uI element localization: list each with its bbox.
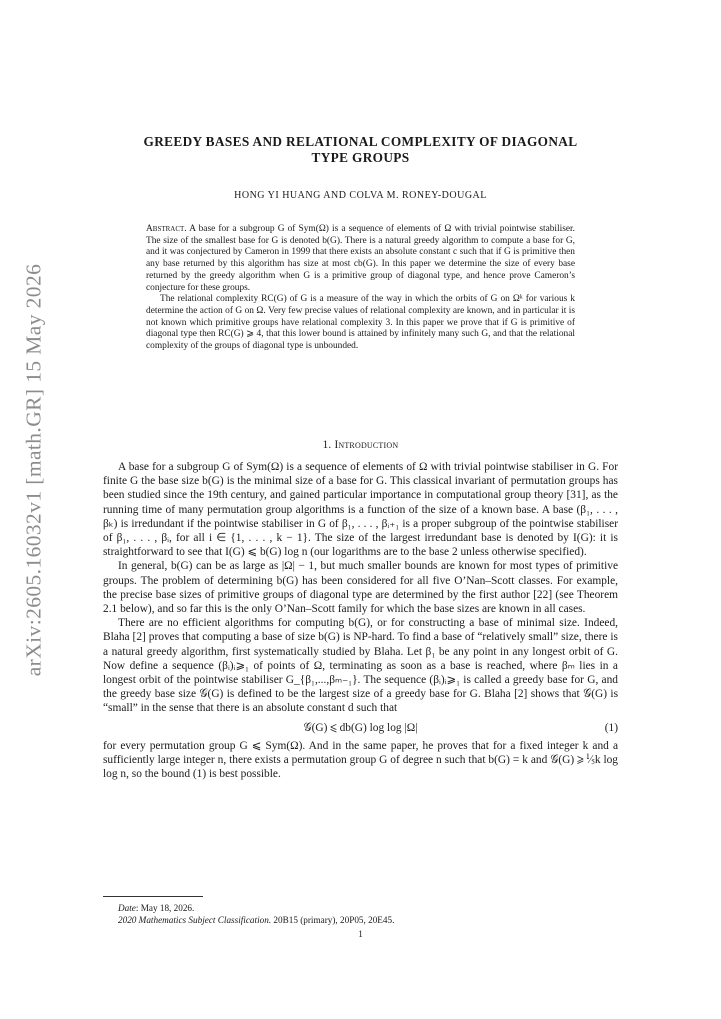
body-paragraph-3: There are no efficient algorithms for computing b(G), or for constructing a base of minimal size. Indeed, Blaha [2] proves that computing a base of size b(G) is NP-hard. To find a base of “relatively small” size, there is a natural greedy algorithm, first systematically studied by Blaha. Let β₁ be any point in any longest orbit of G. Now define a sequence (βᵢ)ᵢ⩾₁ of points of Ω, terminating as soon as a base is reached, where βₘ lies in a longest orbit of the pointwise stabiliser G_{β₁,...,βₘ₋₁}. The sequence (βᵢ)ᵢ⩾₁ is called a greedy base for G, and the greedy base size 𝒢(G) is defined to be the largest size of a greedy base for G. Blaha [2] shows that 𝒢(G) is “small” in the sense that there is an absolute constant d such that	[103, 617, 618, 715]
equation-formula: 𝒢(G) ⩽ db(G) log log |Ω|	[303, 721, 418, 734]
body-paragraph-1: A base for a subgroup G of Sym(Ω) is a sequence of elements of Ω with trivial pointwise stabiliser in G. For finite G the base size b(G) is the minimal size of a base for G. This classical invariant of permutation groups has been studied since the 19th century, and gained particular importance in computational group theory [31], as the running time of many permutation group algorithms is a function of the size of a known base. A base (β₁, . . . , βₖ) is irredundant if the pointwise stabiliser in G of β₁, . . . , βᵢ₊₁ is a proper subgroup of the pointwise stabiliser of β₁, . . . , βᵢ, for all i ∈ {1, . . . , k − 1}. The size of the largest irredundant base is denoted by I(G): it is straightforward to see that I(G) ⩽ b(G) log n (our logarithms are to the base 2 unless otherwise specified).	[103, 461, 618, 559]
body-text	[103, 460, 618, 781]
date-label: Date	[118, 903, 136, 913]
footnote-date	[118, 902, 394, 914]
footnotes	[118, 902, 394, 927]
footnote-rule	[103, 896, 203, 897]
paper-title	[100, 134, 621, 166]
body-paragraph-2: In general, b(G) can be as large as |Ω| − 1, but much smaller bounds are known for most types of primitive groups. The problem of determining b(G) has been considered for all five O’Nan–Scott classes. For example, the precise base sizes of primitive groups of diagonal type are determined by the first author [22] (see Theorem 2.1 below), and so far this is the only O’Nan–Scott family for which the base sizes are known in all cases.	[103, 560, 618, 616]
arxiv-sidebar-stamp	[14, 250, 54, 690]
title-line-2: TYPE GROUPS	[311, 150, 410, 165]
arxiv-identifier: arXiv:2605.16032v1 [math.GR] 15 May 2026	[21, 263, 46, 677]
abstract	[146, 224, 575, 353]
abstract-paragraph-2: The relational complexity RC(G) of G is a measure of the way in which the orbits of G on Ωᵏ for various k determine the action of G on Ω. Very few precise values of relational complexity are known, and in particular it is not known which primitive groups have relational complexity 3. In this paper we prove that if G is primitive of diagonal type then RC(G) ⩾ 4, that this lower bound is attained by infinitely many such G, and that the relational complexity of the groups of diagonal type is unbounded.	[146, 294, 575, 352]
title-line-1: GREEDY BASES AND RELATIONAL COMPLEXITY OF DIAGONAL	[143, 134, 578, 149]
msc-label: 2020 Mathematics Subject Classification.	[118, 915, 272, 926]
section-number: 1.	[322, 439, 332, 451]
equation-1	[103, 718, 618, 738]
footnote-msc	[118, 914, 394, 926]
authors: HONG YI HUANG AND COLVA M. RONEY-DOUGAL	[234, 190, 487, 201]
equation-number: (1)	[604, 721, 618, 734]
abstract-paragraph-1	[146, 224, 575, 294]
abstract-text-1: A base for a subgroup G of Sym(Ω) is a sequence of elements of Ω with trivial pointwise stabiliser. The size of the smallest base for G is denoted b(G). There is a natural greedy algorithm to compute a base for G, and it was conjectured by Cameron in 1999 that there exists an absolute constant c such that if G is primitive then any base returned by this algorithm has size at most cb(G). In this paper we determine the size of every base returned by the greedy algorithm when G is a primitive group of diagonal type, and hence prove Cameron’s conjecture for these groups.	[146, 224, 576, 293]
section-title: Introduction	[334, 439, 399, 451]
abstract-label: Abstract.	[146, 224, 187, 234]
date-value: : May 18, 2026.	[135, 903, 195, 913]
page-number: 1	[358, 929, 363, 939]
body-paragraph-4: for every permutation group G ⩽ Sym(Ω). And in the same paper, he proves that for a fixed integer k and a sufficiently large integer n, there exists a permutation group G of degree n such that b(G) = k and 𝒢(G) ⩾ ⅕k log log n, so the bound (1) is best possible.	[103, 739, 618, 781]
msc-value: 20B15 (primary), 20P05, 20E45.	[271, 915, 395, 926]
section-heading	[100, 439, 621, 451]
